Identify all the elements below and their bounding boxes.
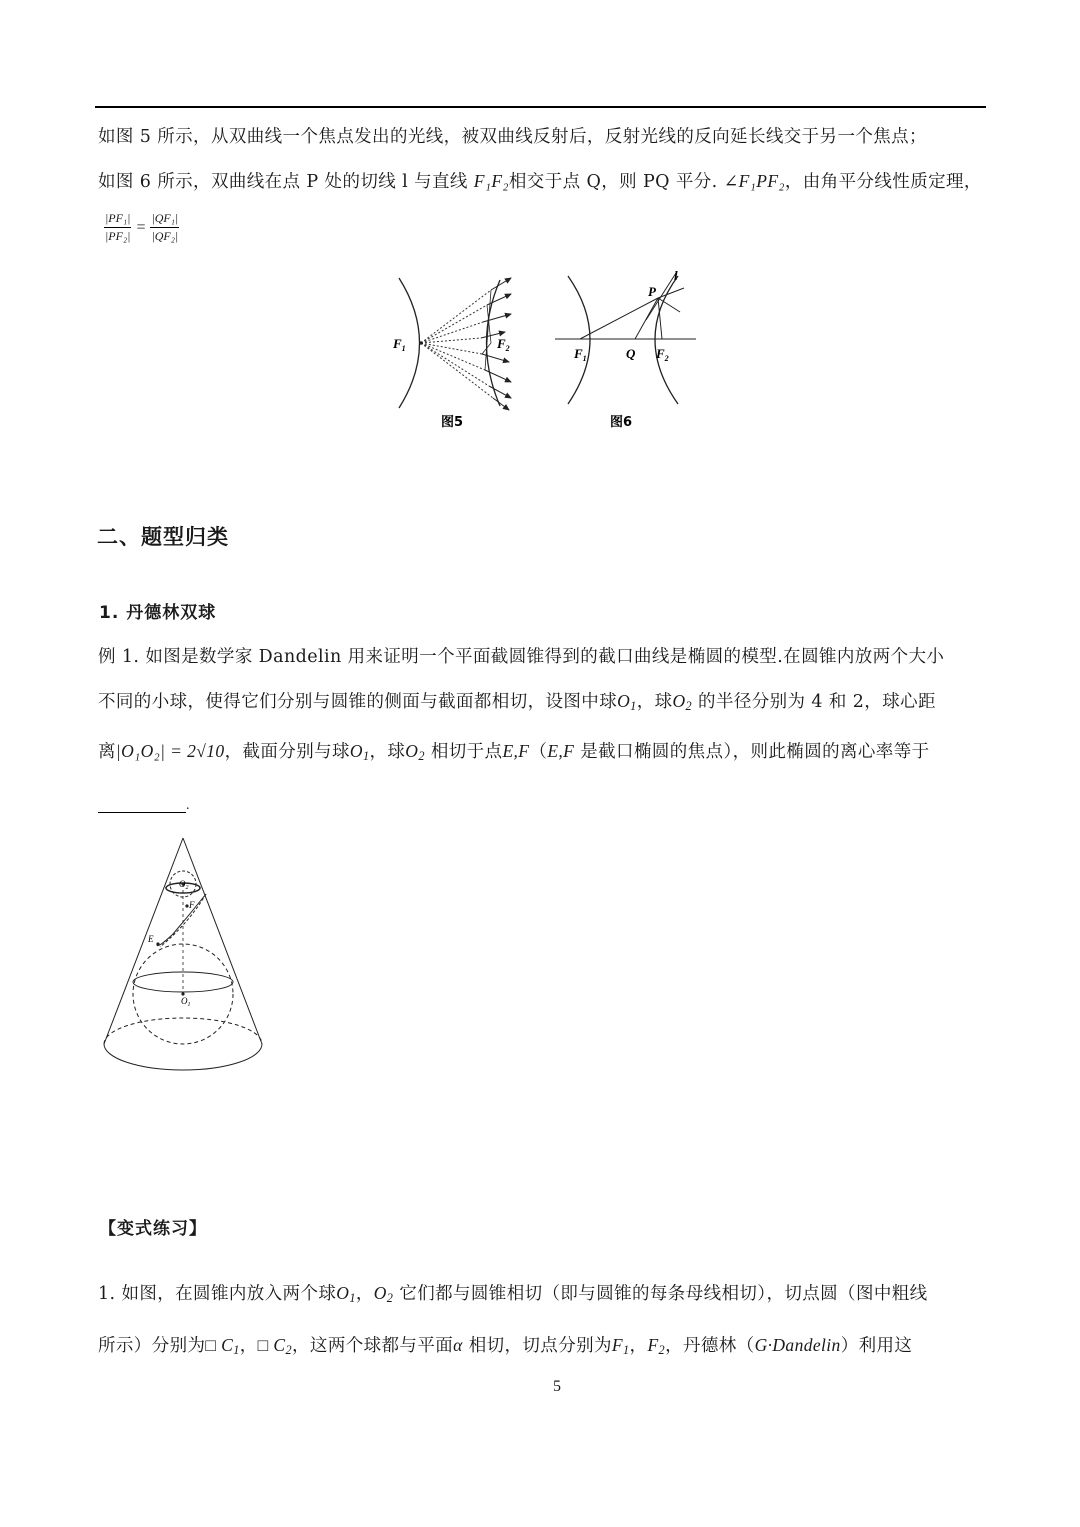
variant-1-line-1-c: 它们都与圆锥相切（即与圆锥的每条母线相切），切点圆（图中粗线 xyxy=(393,1284,928,1304)
cone-figure xyxy=(100,832,270,1078)
variant-sphere-o2: $O_2$ xyxy=(373,1283,394,1306)
base-back-arc xyxy=(104,1018,262,1044)
example-1-line-2-a: 不同的小球，使得它们分别与圆锥的侧面与截面都相切，设图中球 xyxy=(98,692,618,712)
example-1-line-3-a: 离 xyxy=(98,742,116,762)
answer-blank xyxy=(98,812,186,813)
variant-1-line-2-g: ）利用这 xyxy=(840,1336,913,1356)
hyperbola-left-branch xyxy=(399,278,420,408)
variant-1-line-2-c: ，这两个球都与平面 xyxy=(292,1336,454,1356)
variant-1-line-1 xyxy=(98,1280,928,1305)
example-1-line-2-b: ，球 xyxy=(636,692,673,712)
example-1-line-3-f: 是截口椭圆的焦点），则此椭圆的离心率等于 xyxy=(574,742,930,762)
example-1-line-2-c: 的半径分别为 4 和 2，球心距 xyxy=(692,692,936,712)
sphere-o1-ref: $O_1$ xyxy=(349,741,370,764)
variant-1-line-2 xyxy=(98,1332,912,1357)
right-denominator: |QF₂| xyxy=(151,229,179,243)
fig6-label-f1: $F_1$ xyxy=(574,346,587,363)
cone-label-o2: $O_2$ xyxy=(179,879,189,891)
section-ellipse-front xyxy=(157,894,206,946)
circle-c2: □ $C_2$ xyxy=(257,1335,293,1358)
example-1-line-3 xyxy=(98,738,930,763)
equals-sign: = xyxy=(136,218,146,236)
fig6-label-q: Q xyxy=(626,346,636,361)
paragraph-2-part3: ，由角平分线性质定理， xyxy=(784,172,982,192)
cone-label-e: E xyxy=(148,934,154,944)
example-1-line-3-e: （ xyxy=(529,742,548,762)
paragraph-1: 如图 5 所示，从双曲线一个焦点发出的光线，被双曲线反射后，反射光线的反向延长线交于另一个焦点； xyxy=(98,127,927,147)
variant-1-line-1-a: 1. 如图，在圆锥内放入两个球 xyxy=(98,1284,337,1304)
variant-1-line-2-e: ， xyxy=(629,1336,648,1356)
page-number: 5 xyxy=(553,1378,561,1395)
answer-blank-period: . xyxy=(186,798,190,813)
paragraph-2-part2: 相交于点 Q，则 PQ 平分. xyxy=(508,172,724,192)
example-1-line-3-c: ，球 xyxy=(369,742,406,762)
fig6-label-p: P xyxy=(648,284,656,299)
points-ef-2: E,F xyxy=(547,741,575,761)
fig5-caption: 图5 xyxy=(441,415,464,430)
ratio-equation xyxy=(104,211,179,244)
distance-formula: |O₁O₂| = 2√10 xyxy=(115,741,225,761)
fig6-label-f2: $F_2$ xyxy=(656,346,669,363)
fig6-caption: 图6 xyxy=(610,415,633,430)
sphere-o1: $O_1$ xyxy=(617,691,637,714)
left-fraction xyxy=(104,211,131,244)
example-1-line-1: 例 1. 如图是数学家 Dandelin 用来证明一个平面截圆锥得到的截口曲线是椭圆的模型.在圆锥内放两个大小 xyxy=(98,647,945,667)
focus-e-point xyxy=(156,942,159,945)
sphere-o2: $O_2$ xyxy=(672,691,693,714)
focus-f1-point xyxy=(419,341,423,345)
base-front-arc xyxy=(104,1044,262,1070)
plane-alpha: α xyxy=(453,1335,463,1355)
variant-1-line-2-a: 所示）分别为 xyxy=(98,1336,206,1356)
figure-5 xyxy=(385,270,535,435)
segment-f1f2: F₁F₂ xyxy=(473,171,509,191)
variant-sphere-o1: $O_1$ xyxy=(336,1283,356,1306)
focal-rays xyxy=(421,290,493,398)
subsection-heading: 1. 丹德林双球 xyxy=(99,603,217,623)
left-denominator: |PF₂| xyxy=(105,229,131,243)
cone-right-edge xyxy=(183,838,262,1044)
fig5-label-f2: $F_2$ xyxy=(497,336,510,353)
focus-f1: $F_1$ xyxy=(611,1335,630,1358)
angle-f1pf2: ∠F₁PF₂ xyxy=(723,171,785,191)
paragraph-2-part1: 如图 6 所示，双曲线在点 P 处的切线 l 与直线 xyxy=(98,172,474,192)
variant-1-line-2-f: ，丹德林（ xyxy=(665,1336,755,1356)
example-1-line-3-d: 相切于点 xyxy=(424,742,503,762)
example-1-line-2 xyxy=(98,688,936,713)
cone-label-f: F xyxy=(189,900,195,910)
example-1-line-3-b: ，截面分别与球 xyxy=(224,742,350,762)
fig5-label-f1: $F_1$ xyxy=(393,336,406,353)
sphere-o2-ref: $O_2$ xyxy=(405,741,425,764)
right-numerator: |QF₁| xyxy=(150,211,179,228)
focus-f2: $F_2$ xyxy=(647,1335,666,1358)
section-heading: 二、题型归类 xyxy=(97,525,229,549)
header-rule xyxy=(95,106,986,108)
hyperbola-left-branch xyxy=(568,276,590,404)
paragraph-2 xyxy=(98,168,982,193)
cone-label-o1: $O_1$ xyxy=(181,996,191,1008)
points-ef: E,F xyxy=(502,741,530,761)
circle-c1: □ $C_1$ xyxy=(205,1335,240,1358)
variant-1-line-2-b: ， xyxy=(239,1336,258,1356)
variant-heading: 【变式练习】 xyxy=(99,1219,207,1239)
cone-left-edge xyxy=(104,838,183,1044)
fig6-label-l: l xyxy=(674,270,678,283)
reflected-ray xyxy=(658,288,684,298)
figure-6 xyxy=(550,270,700,435)
variant-1-line-2-d: 相切，切点分别为 xyxy=(462,1336,612,1356)
dandelin-name: G·Dandelin xyxy=(754,1335,841,1355)
variant-1-line-1-b: ， xyxy=(355,1284,374,1304)
right-fraction xyxy=(150,211,179,244)
left-numerator: |PF₁| xyxy=(104,211,131,228)
